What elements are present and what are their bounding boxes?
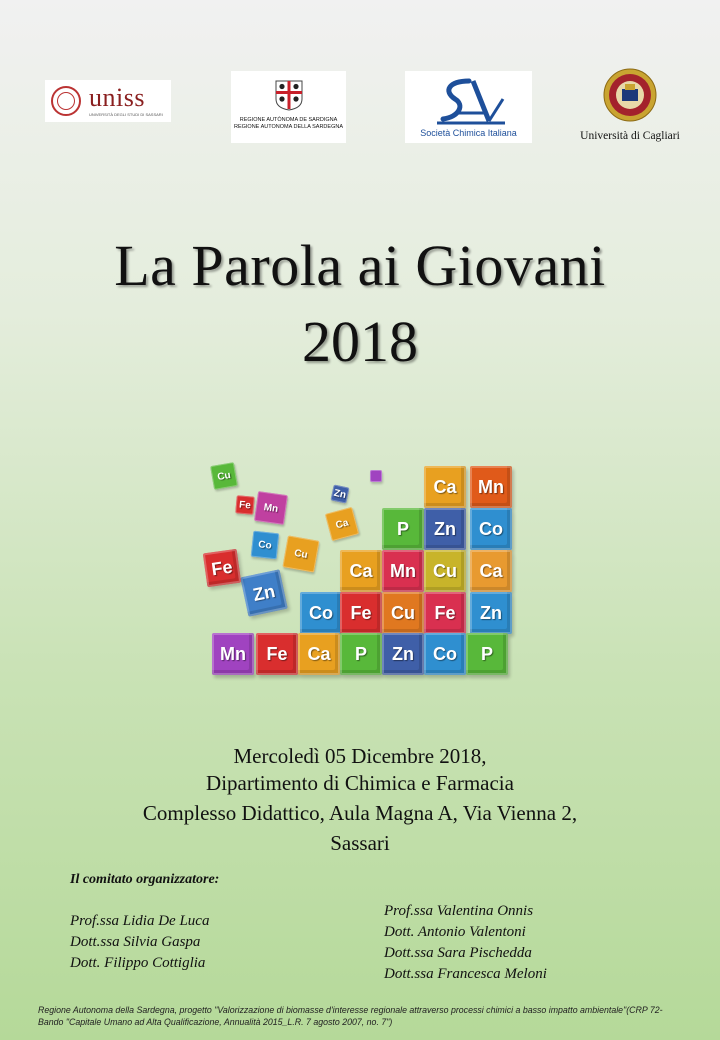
element-cube: Co [470, 508, 512, 550]
sci-logo-caption: Società Chimica Italiana [420, 128, 517, 138]
element-cube: Cu [210, 462, 238, 490]
committee-left-list [70, 911, 209, 974]
committee-member: Dott.ssa Silvia Gaspa [70, 934, 201, 950]
element-cube: P [466, 633, 508, 675]
element-cube: Zn [382, 633, 424, 675]
sci-logo [405, 71, 532, 143]
committee-member: Prof.ssa Lidia De Luca [70, 913, 210, 929]
committee-right-list [384, 901, 547, 985]
element-cube: Fe [203, 549, 241, 587]
element-cube: Cu [282, 535, 319, 572]
committee-member: Dott. Antonio Valentoni [384, 924, 526, 940]
element-cube: Co [300, 592, 342, 634]
event-date: Mercoledì 05 Dicembre 2018, [233, 744, 487, 768]
uniss-logo-subtitle: UNIVERSITÀ DEGLI STUDI DI SASSARI [89, 112, 163, 117]
element-cube: P [340, 633, 382, 675]
element-cube: Mn [382, 550, 424, 592]
regione-sardegna-logo [231, 71, 346, 143]
cagliari-logo-label: Università di Cagliari [580, 130, 680, 142]
element-cube: Co [251, 531, 280, 560]
event-city: Sassari [330, 831, 390, 855]
uniss-logo [45, 80, 171, 122]
uniss-logo-name: uniss [89, 83, 145, 112]
element-cube: Mn [212, 633, 254, 675]
element-cube: Mn [470, 466, 512, 508]
element-cube: Cu [424, 550, 466, 592]
page-title: La Parola ai Giovani [114, 233, 606, 298]
element-cube: Ca [424, 466, 466, 508]
sardegna-logo-line1: REGIONE AUTÒNOMA DE SARDIGNA [239, 117, 338, 123]
element-cube: Ca [298, 633, 340, 675]
committee-heading: Il comitato organizzatore: [70, 872, 220, 887]
committee-member: Prof.ssa Valentina Onnis [384, 903, 534, 919]
element-cube: Ca [325, 507, 359, 541]
uniss-seal-icon [51, 86, 81, 116]
element-cube [370, 470, 382, 482]
funding-footnote: Regione Autonoma della Sardegna, progetto "Valorizzazione di biomasse d'interesse regionale attraverso processi chimici a basso impatto ambientale"(CRP 72-Bando "Capitale Umano ad Alta Qualificazione, Annualità 2015_L.R. 7 agosto 2007, no. 7") [38, 1005, 663, 1027]
element-cube: Zn [331, 485, 350, 504]
element-cube: Zn [470, 592, 512, 634]
element-cube: Ca [470, 550, 512, 592]
element-cube: Zn [240, 569, 287, 616]
sci-monogram-icon [429, 77, 509, 127]
element-cube: Ca [340, 550, 382, 592]
page-title-year: 2018 [302, 309, 418, 374]
element-cube: Zn [424, 508, 466, 550]
element-cube: P [382, 508, 424, 550]
event-department: Dipartimento di Chimica e Farmacia [206, 771, 514, 795]
committee-member: Dott. Filippo Cottiglia [70, 955, 206, 971]
element-cube: Mn [254, 491, 288, 525]
sardegna-logo-line2: REGIONE AUTONOMA DELLA SARDEGNA [233, 123, 343, 130]
element-cube: Fe [235, 495, 255, 515]
sardinia-crest-icon [274, 79, 304, 111]
element-cube: Fe [340, 592, 382, 634]
committee-member: Dott.ssa Sara Pischedda [384, 945, 532, 961]
element-cube: Fe [256, 633, 298, 675]
element-cube: Fe [424, 592, 466, 634]
cagliari-seal-icon [603, 68, 657, 122]
committee-member: Dott.ssa Francesca Meloni [384, 966, 547, 982]
event-place: Complesso Didattico, Aula Magna A, Via Vienna 2, [142, 801, 578, 825]
element-cube: Cu [382, 592, 424, 634]
element-cube: Co [424, 633, 466, 675]
